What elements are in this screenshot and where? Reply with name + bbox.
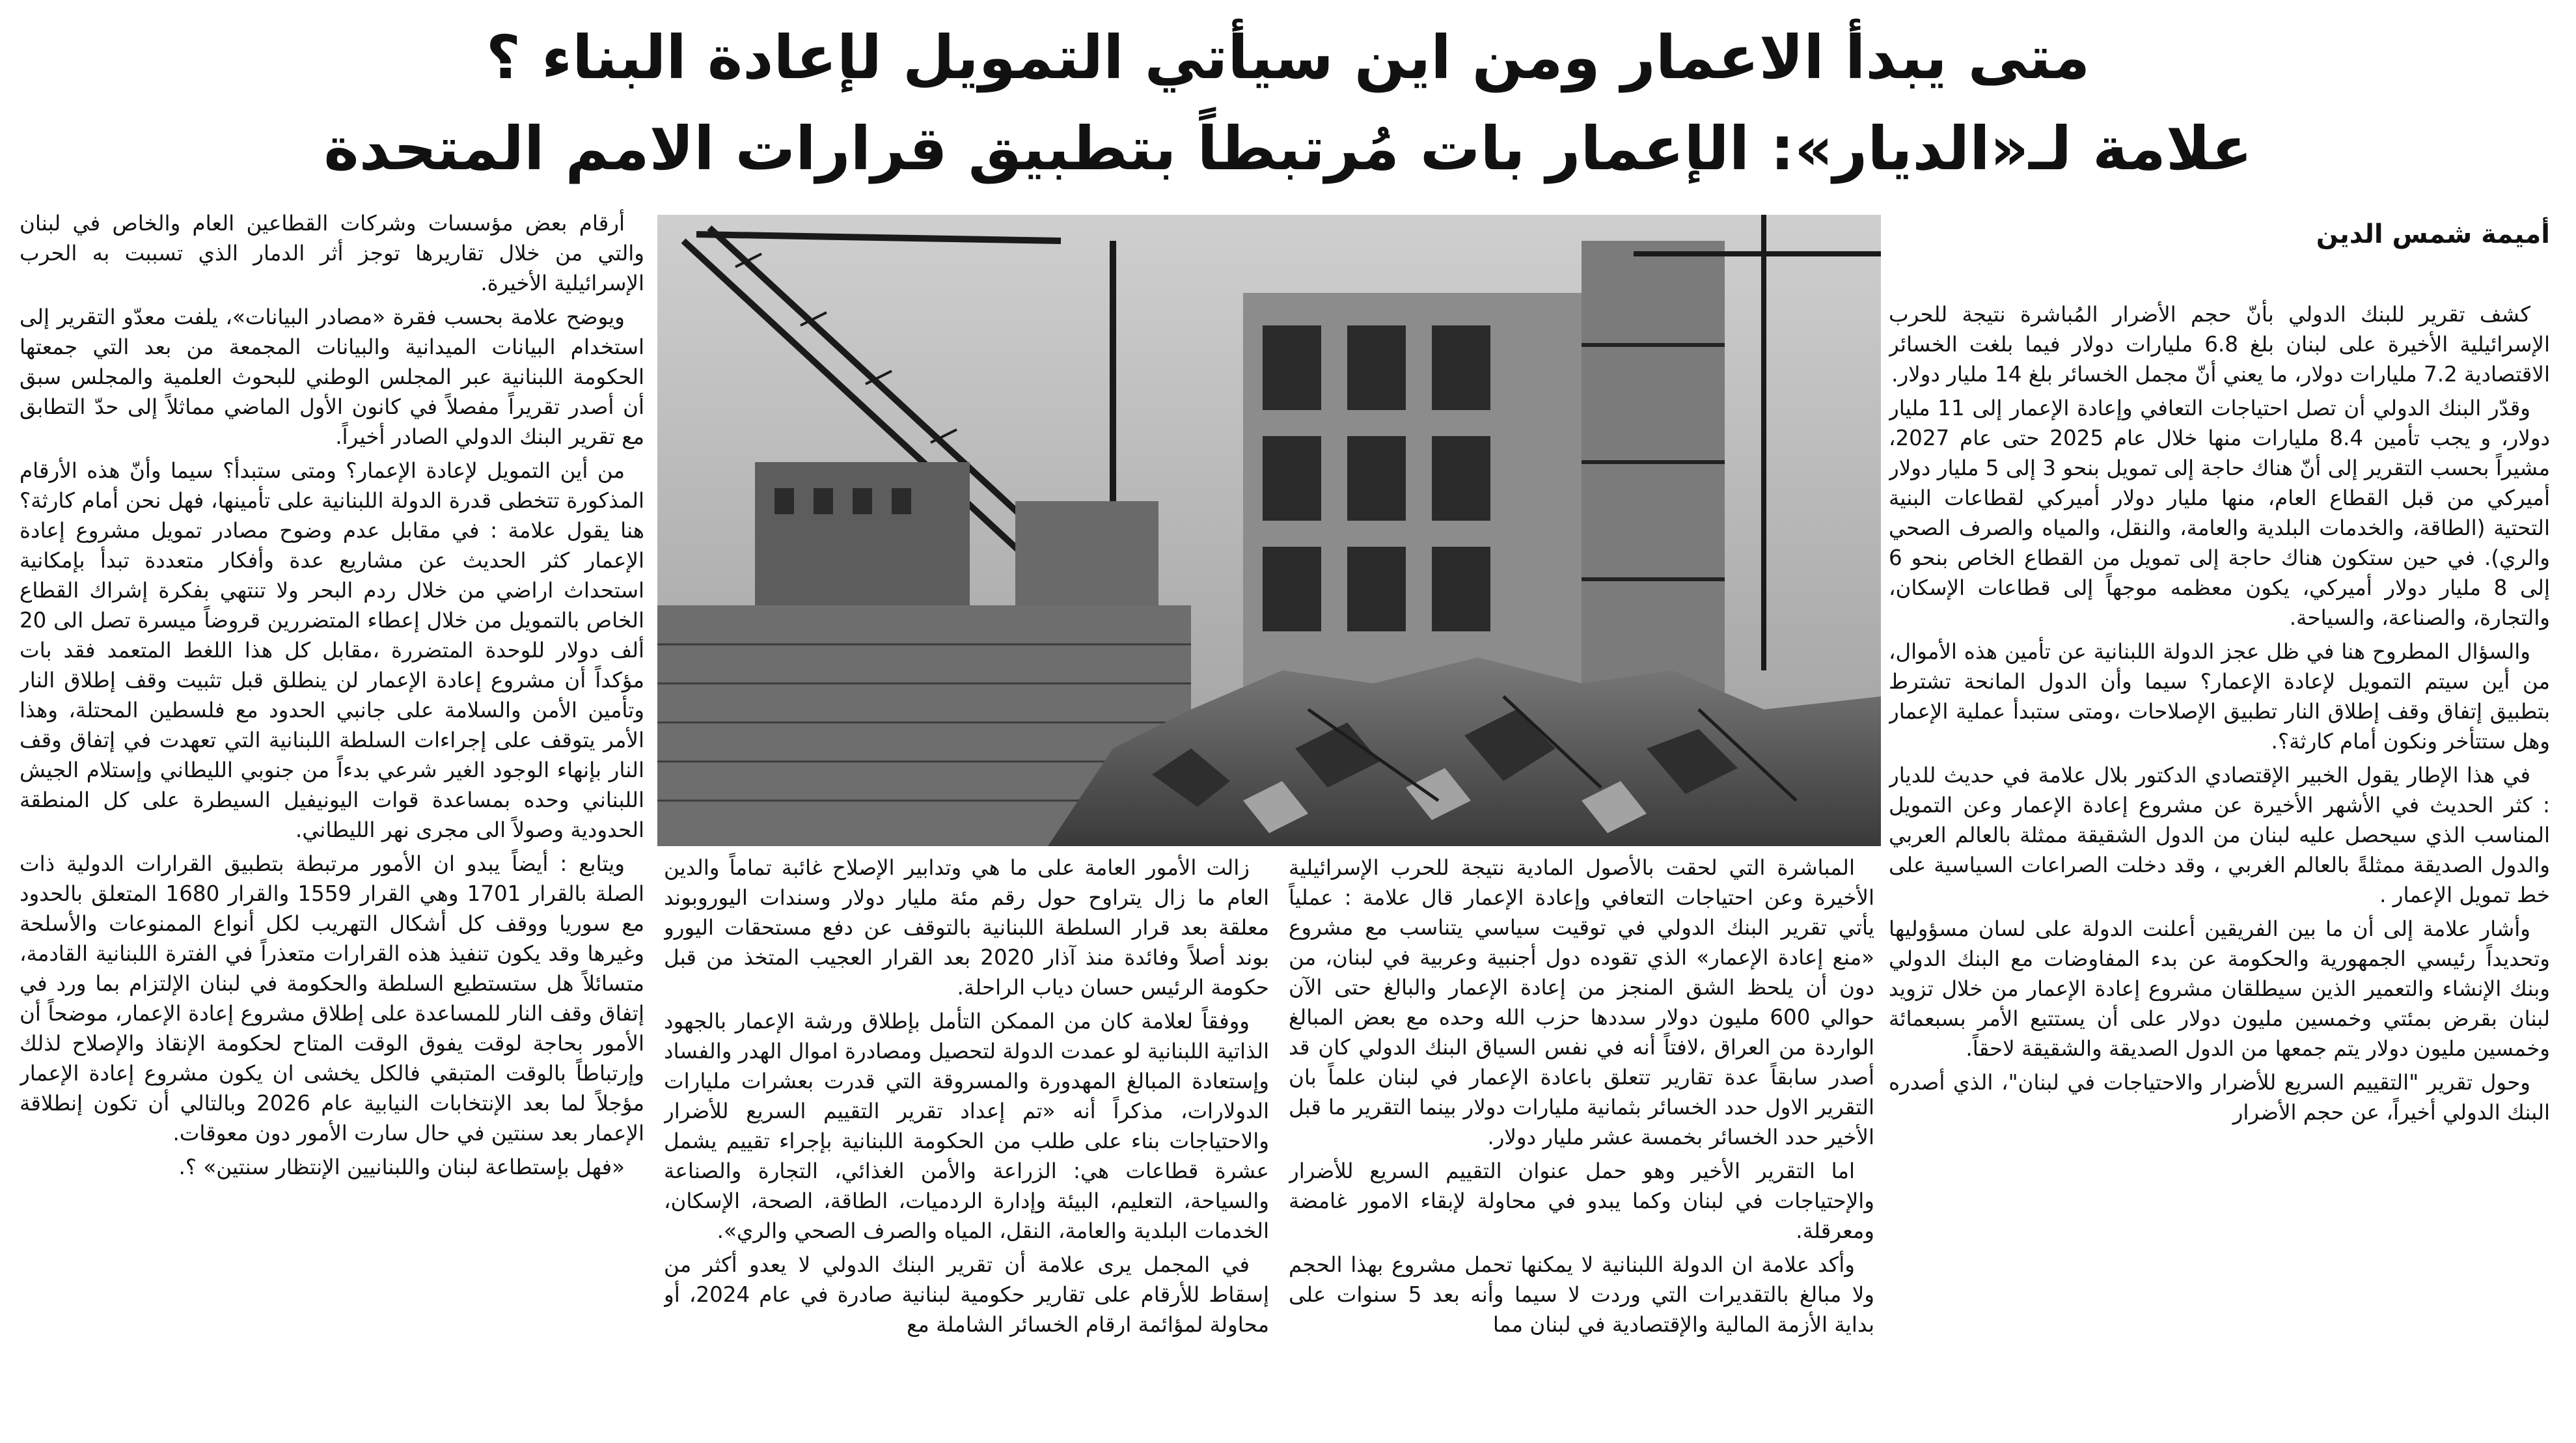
paragraph: والسؤال المطروح هنا في ظل عجز الدولة اللبنانية عن تأمين هذه الأموال، من أين سيتم التمويل لإعادة الإعمار؟ سيما وأن الدول المانحة تشترط بتطبيق إتفاق وقف إطلاق النار تطبيق الإصلاحات ،ومتى ستبدأ عملية الإعمار وهل ستتأخر ونكون أمام كارثة؟. — [1889, 639, 2550, 754]
paragraph: ويوضح علامة بحسب فقرة «مصادر البيانات»، يلفت معدّو التقرير إلى استخدام البيانات الميدانية والبيانات المجمعة من بعد التي جمعتها الحكومة اللبنانية عبر المجلس الوطني للبحوث العلمية والمجلس سبق أن أصدر تقريراً مفصلاً في كانون الأول الماضي مماثلاً إلى حدّ التطابق مع تقرير البنك الدولي الصادر أخيراً. — [20, 305, 644, 449]
paragraph: كشف تقرير للبنك الدولي بأنّ حجم الأضرار المُباشرة نتيجة للحرب الإسرائيلية الأخيرة على لبنان بلغ 6.8 مليارات دولار فيما بلغت الخسائر الاقتصادية 7.2 مليارات دولار، ما يعني أنّ مجمل الخسائر بلغ 14 مليار دولار. — [1889, 302, 2550, 387]
article-column-left — [20, 208, 644, 1436]
headline-line-2: علامة لـ«الديار»: الإعمار بات مُرتبطاً بتطبيق قرارات الامم المتحدة — [323, 114, 2253, 184]
paragraph: «فهل بإستطاعة لبنان واللبنانيين الإنتظار سنتين» ؟. — [178, 1155, 625, 1179]
article-column-middle-right — [1289, 853, 1874, 1436]
paragraph: أرقام بعض مؤسسات وشركات القطاعين العام والخاص في لبنان والتي من خلال تقاريرها توجز أثر الدمار الذي تسببت به الحرب الإسرائيلية الأخيرة. — [20, 211, 644, 295]
article-column-right — [1889, 215, 2550, 1436]
paragraph: زالت الأمور العامة على ما هي وتدابير الإصلاح غائبة تماماً والدين العام ما زال يتراوح حول رقم مئة مليار دولار وسندات اليوروبوند معلقة بعد قرار السلطة اللبنانية بالتوقف عن دفع مستحقات اليورو بوند أصلاً وفائدة منذ آذار 2020 بعد القرار العجيب المتخذ من قبل حكومة الرئيس حسان دياب الراحلة. — [664, 855, 1269, 1000]
paragraph: وقدّر البنك الدولي أن تصل احتياجات التعافي وإعادة الإعمار إلى 11 مليار دولار، و يجب تأمين 8.4 مليارات منها خلال عام 2025 حتى عام 2027، مشيراً بحسب التقرير إلى أنّ هناك حاجة إلى تمويل بنحو 3 إلى 5 مليار دولار أميركي من قبل القطاع العام، منها مليار دولار أميركي لقطاعات البنية التحتية (الطاقة، والخدمات البلدية والعامة، والنقل، والمياه والصرف الصحي والري). في حين ستكون هناك حاجة إلى تمويل من القطاع الخاص بنحو 6 إلى 8 مليار دولار أميركي، يكون معظمه موجهاً إلى قطاعات الإسكان، والتجارة، والصناعة، والسياحة. — [1889, 396, 2550, 630]
paragraph: المباشرة التي لحقت بالأصول المادية نتيجة للحرب الإسرائيلية الأخيرة وعن احتياجات التعافي وإعادة الإعمار قال علامة : عملياً يأتي تقرير البنك الدولي في توقيت سياسي يتناسب مع مشروع «منع إعادة الإعمار» الذي تقوده دول أجنبية وعربية في لبنان، من دون أن يلحظ الشق المنجز من إعادة الإعمار والبالغ حتى الآن حوالي 600 مليون دولار سددها حزب الله وحده مع بعض المبالغ الواردة من العراق ،لافتاً أنه في نفس السياق البنك الدولي كان قد أصدر سابقاً عدة تقارير تتعلق باعادة الإعمار في لبنان علماً بان التقرير الاول حدد الخسائر بثمانية مليارات دولار بينما التقرير ما قبل الأخير حدد الخسائر بخمسة عشر مليار دولار. — [1289, 855, 1874, 1149]
paragraph: في هذا الإطار يقول الخبير الإقتصادي الدكتور بلال علامة في حديث للديار : كثر الحديث في الأشهر الأخيرة عن مشروع إعادة الإعمار وعن التمويل المناسب الذي سيحصل عليه لبنان من الدول الشقيقة ممثلة بالعالم العربي والدول الصديقة ممثلةً بالعالم الغربي ، وقد دخلت الصراعات السياسية على خط تمويل الإعمار . — [1889, 763, 2550, 907]
paragraph: اما التقرير الأخير وهو حمل عنوان التقييم السريع للأضرار والإحتياجات في لبنان وكما يبدو في محاولة لإبقاء الامور غامضة ومعرقلة. — [1289, 1159, 1874, 1243]
paragraph: ووفقاً لعلامة كان من الممكن التأمل بإطلاق ورشة الإعمار بالجهود الذاتية اللبنانية لو عمدت الدولة لتحصيل ومصادرة اموال الهدر والفساد وإستعادة المبالغ المهدورة والمسروقة التي قدرت بعشرات مليارات الدولارات، مذكراً أنه «تم إعداد تقرير التقييم السريع للأضرار والاحتياجات بناء على طلب من الحكومة اللبنانية بإجراء تقييم يشمل عشرة قطاعات هي: الزراعة والأمن الغذائي، التجارة والصناعة والسياحة، التعليم، البيئة وإدارة الردميات، الطاقة، الصحة، الإسكان، الخدمات البلدية والعامة، النقل، المياه والصرف الصحي والري». — [664, 1009, 1269, 1243]
paragraph: ويتابع : أيضاً يبدو ان الأمور مرتبطة بتطبيق القرارات الدولية ذات الصلة بالقرار 1701 وهي القرار 1559 والقرار 1680 المتعلق بالحدود مع سوريا ووقف كل أشكال التهريب لكل أنواع الممنوعات والأسلحة وغيرها وقد يكون تنفيذ هذه القرارات متعذراً في الفترة اللبنانية القادمة، متسائلاً هل ستستطيع السلطة والحكومة في لبنان الإلتزام بما ورد في إتفاق وقف النار للمساعدة على إطلاق مشروع إعادة الإعمار، موضحاً أن الأمور بحاجة لوقت يفوق الوقت المتاح لحكومة الإنقاذ والإصلاح لذلك وإرتباطاً بالوقت المتبقي فالكل يخشى ان يكون مشروع إعادة الإعمار مؤجلاً لما بعد الإنتخابات النيابية عام 2026 وبالتالي أن تكون إنطلاقة الإعمار بعد سنتين في حال سارت الأمور دون معوقات. — [20, 851, 644, 1146]
headline-line-1: متى يبدأ الاعمار ومن اين سيأتي التمويل لإعادة البناء ؟ — [486, 23, 2090, 92]
paragraph: في المجمل يرى علامة أن تقرير البنك الدولي لا يعدو أكثر من إسقاط للأرقام على تقارير حكومية لبنانية صادرة في عام 2024، أو محاولة لمؤائمة ارقام الخسائر الشاملة مع — [664, 1252, 1269, 1337]
construction-rubble-photo — [657, 215, 1881, 846]
byline: أميمة شمس الدين — [2316, 219, 2550, 249]
paragraph: وأكد علامة ان الدولة اللبنانية لا يمكنها تحمل مشروع بهذا الحجم ولا مبالغ بالتقديرات التي وردت لا سيما وأنه بعد 5 سنوات على بداية الأزمة المالية والإقتصادية في لبنان مما — [1289, 1252, 1874, 1337]
article-column-middle-left — [664, 853, 1269, 1436]
paragraph: وحول تقرير "التقييم السريع للأضرار والاحتياجات في لبنان"، الذي أصدره البنك الدولي أخيراً، عن حجم الأضرار — [1889, 1070, 2550, 1125]
paragraph: وأشار علامة إلى أن ما بين الفريقين أعلنت الدولة على لسان مسؤوليها وتحديداً رئيسي الجمهورية والحكومة عن بدء المفاوضات مع البنك الدولي وبنك الإنشاء والتعمير الذين سيطلقان مشروع إعادة الإعمار من خلال تزويد لبنان بقرض بمئتي وخمسين مليون دولار على أن يستتبع الأمر بسبعمائة وخمسين مليون دولار يتم جمعها من الدول الصديقة والشقيقة لاحقاً. — [1889, 916, 2550, 1061]
paragraph: من أين التمويل لإعادة الإعمار؟ ومتى ستبدأ؟ سيما وأنّ هذه الأرقام المذكورة تتخطى قدرة الدولة اللبنانية على تأمينها، فهل نحن أمام كارثة؟ هنا يقول علامة : في مقابل عدم وضوح مصادر تمويل مشروع إعادة الإعمار كثر الحديث عن مشاريع عدة وأفكار متعددة تبدأ بإمكانية استحداث اراضي من خلال ردم البحر ولا تنتهي بفكرة إشراك القطاع الخاص بالتمويل من خلال إعطاء المتضررين قروضاً ميسرة تصل الى 20 ألف دولار للوحدة المتضررة ،مقابل كل هذا اللغط المتعمد فقد بات مؤكداً أن مشروع إعادة الإعمار لن ينطلق قبل تثبيت وقف إطلاق النار وتأمين الأمن والسلامة على جانبي الحدود مع فلسطين المحتلة، وهذا الأمر يتوقف على إجراءات السلطة اللبنانية التي تعهدت في إتفاق وقف النار بإنهاء الوجود الغير شرعي بدءاً من جنوبي الليطاني وإستلام الجيش اللبناني وحده بمساعدة قوات اليونيفيل السيطرة على كل المنطقة الحدودية وصولاً الى مجرى نهر الليطاني. — [20, 458, 644, 842]
